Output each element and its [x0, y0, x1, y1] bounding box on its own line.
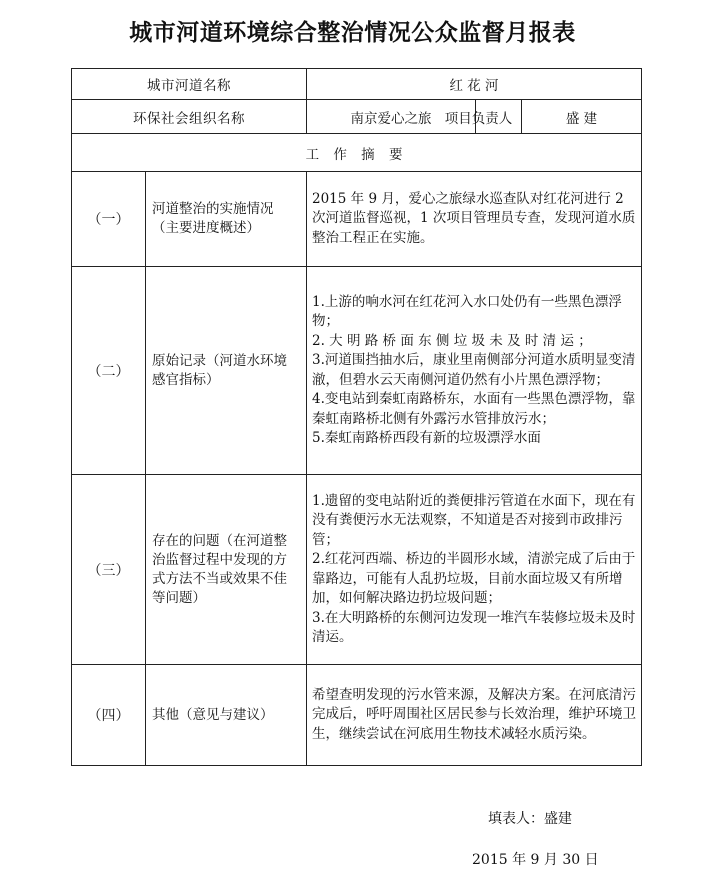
river-name-label: 城市河道名称 [72, 69, 307, 100]
project-leader-label-text: 项目负责人 [444, 110, 513, 127]
content-line: 4.变电站到秦虹南路桥东，水面有一些黑色漂浮物，靠秦虹南路桥北侧有外露污水管排放污水； [312, 391, 636, 427]
content-line: 希望查明发现的污水管来源，及解决方案。在河底清污完成后，呼吁周围社区居民参与长效治理，维护环境卫生，继续尝试在河底用生物技术减轻水质污染。 [312, 686, 636, 742]
content-line: 3.在大明路桥的东侧河边发现一堆汽车装修垃圾未及时清运。 [312, 609, 636, 645]
summary-heading: 工 作 摘 要 [72, 134, 642, 172]
project-leader-value: 盛 建 [522, 100, 642, 134]
report-table [71, 68, 642, 766]
river-name-value: 红 花 河 [307, 69, 642, 100]
content-line: 1.遗留的变电站附近的粪便排污管道在水面下，现在有没有粪便污水无法观察，不知道是否对接到市政排污管； [312, 492, 636, 548]
content-line: 1.上游的响水河在红花河入水口处仍有一些黑色漂浮物； [312, 293, 622, 329]
summary-heading-row [72, 134, 642, 172]
section-row [72, 172, 642, 267]
section-heading: 存在的问题（在河道整治监督过程中发现的方式方法不当或效果不佳等问题） [146, 475, 307, 665]
section-content [307, 172, 642, 267]
organization-label: 环保社会组织名称 [72, 100, 307, 134]
section-content [307, 267, 642, 475]
section-row [72, 475, 642, 665]
organization-value: 南京爱心之旅 [307, 100, 476, 134]
project-leader-label [444, 100, 522, 134]
content-line: 2015 年 9 月，爱心之旅绿水巡查队对红花河进行 2 次河道监督巡视，1 次项目管理员专查，发现河道水质整治工程正在实施。 [312, 190, 636, 246]
page-title: 城市河道环境综合整治情况公众监督月报表 [129, 20, 576, 46]
section-content [307, 475, 642, 665]
section-heading: 其他（意见与建议） [146, 665, 307, 766]
form-filler: 填表人：盛建 [488, 811, 572, 827]
section-number: （二） [72, 267, 146, 475]
content-line: 5.秦虹南路桥西段有新的垃圾漂浮水面 [312, 430, 541, 446]
content-line: 3.河道围挡抽水后，康业里南侧部分河道水质明显变清澈，但碧水云天南侧河道仍然有小片黑色漂浮物； [312, 352, 636, 388]
section-number: （三） [72, 475, 146, 665]
section-row [72, 665, 642, 766]
section-row [72, 267, 642, 475]
section-content [307, 665, 642, 766]
section-heading: 河道整治的实施情况（主要进度概述） [146, 172, 307, 267]
content-line: 2.红花河西端、桥边的半圆形水域，清淤完成了后由于靠路边，可能有人乱扔垃圾，目前水面垃圾又有所增加，如何解决路边扔垃圾问题； [312, 551, 636, 606]
section-heading: 原始记录（河道水环境感官指标） [146, 267, 307, 475]
section-number: （四） [72, 665, 146, 766]
section-number: （一） [72, 172, 146, 267]
organization-row [72, 100, 642, 134]
content-line: 2. 大 明 路 桥 面 东 侧 垃 圾 未 及 时 清 运 ； [312, 332, 592, 349]
report-date: 2015 年 9 月 30 日 [472, 852, 599, 868]
river-name-row [72, 69, 642, 100]
